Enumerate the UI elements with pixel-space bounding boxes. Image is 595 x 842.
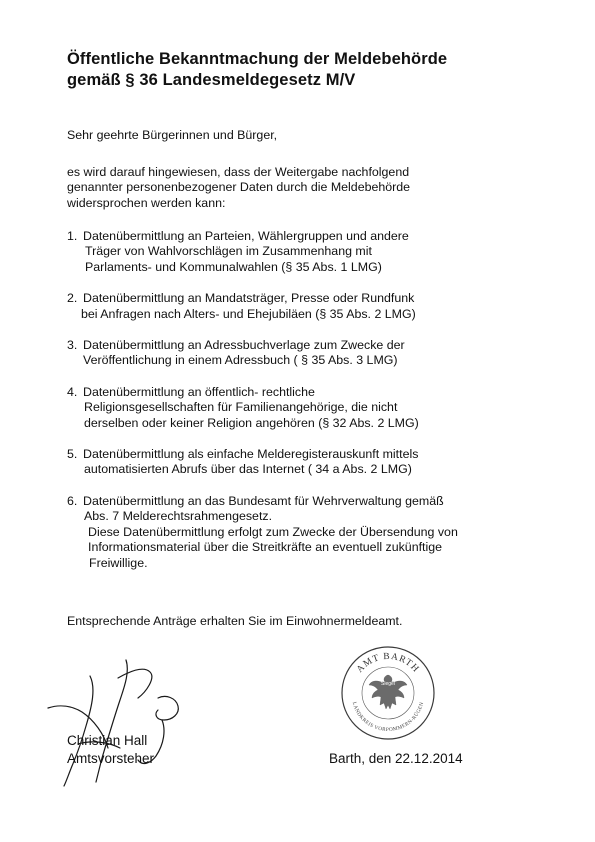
list-item-number: 1. bbox=[67, 229, 78, 243]
numbered-list bbox=[67, 229, 567, 587]
list-item bbox=[67, 385, 567, 431]
list-item-line: Datenübermittlung an Mandatsträger, Presse oder Rundfunk bbox=[83, 291, 415, 306]
list-item-line: Datenübermittlung an öffentlich- rechtliche bbox=[83, 384, 315, 399]
list-item-number: 5. bbox=[67, 447, 78, 462]
list-item-line: Träger von Wahlvorschlägen im Zusammenhang mit bbox=[85, 244, 372, 259]
svg-text:LANDKREIS VORPOMMERN-RÜGEN bbox=[351, 701, 425, 733]
list-item-line: Diese Datenübermittlung erfolgt zum Zwecke der Übersendung von bbox=[88, 524, 458, 539]
list-item-line: Datenübermittlung an das Bundesamt für Wehrverwaltung gemäß bbox=[83, 493, 444, 508]
list-item bbox=[67, 291, 567, 322]
intro-line: widersprochen werden kann: bbox=[67, 195, 226, 210]
salutation: Sehr geehrte Bürgerinnen und Bürger, bbox=[67, 128, 278, 142]
list-item bbox=[67, 494, 567, 571]
list-item-line: automatisierten Abrufs über das Internet ( 34 a Abs. 2 LMG) bbox=[84, 462, 412, 477]
official-seal-stamp bbox=[340, 645, 436, 741]
svg-text:AMT BARTH bbox=[355, 652, 421, 675]
list-item bbox=[67, 447, 567, 478]
list-item-number: 6. bbox=[67, 493, 78, 508]
list-item-line: Datenübermittlung an Adressbuchverlage zum Zwecke der bbox=[83, 338, 405, 353]
signatory-role: Amtsvorsteher bbox=[67, 751, 155, 766]
handwritten-signature bbox=[38, 648, 208, 788]
place-and-date: Barth, den 22.12.2014 bbox=[329, 751, 463, 766]
document-title bbox=[67, 49, 567, 91]
intro-line: genannter personenbezogener Daten durch die Meldebehörde bbox=[67, 180, 411, 195]
title-line-2: gemäß § 36 Landesmeldegesetz M/V bbox=[67, 71, 356, 89]
seal-text-top: AMT BARTH bbox=[355, 651, 421, 675]
list-item-line: Freiwillige. bbox=[89, 555, 148, 570]
list-item-line: Datenübermittlung an Parteien, Wählergruppen und andere bbox=[83, 229, 409, 243]
list-item-number: 3. bbox=[67, 338, 78, 353]
title-line-1: Öffentliche Bekanntmachung der Meldebehörde bbox=[67, 50, 448, 68]
list-item-number: 2. bbox=[67, 291, 78, 306]
list-item-line: Abs. 7 Melderechtsrahmengesetz. bbox=[84, 509, 273, 524]
list-item bbox=[67, 338, 567, 369]
list-item bbox=[67, 229, 567, 275]
closing-sentence: Entsprechende Anträge erhalten Sie im Einwohnermeldeamt. bbox=[67, 614, 403, 628]
list-item-line: Veröffentlichung in einem Adressbuch ( § 35 Abs. 3 LMG) bbox=[83, 353, 398, 368]
seal-text-center: Siegel bbox=[381, 681, 395, 687]
list-item-line: derselben oder keiner Religion angehören (§ 32 Abs. 2 LMG) bbox=[84, 415, 419, 430]
list-item-line: Datenübermittlung als einfache Melderegisterauskunft mittels bbox=[83, 447, 419, 462]
list-item-line: Religionsgesellschaften für Familienangehörige, die nicht bbox=[84, 400, 398, 415]
list-item-line: Parlaments- und Kommunalwahlen (§ 35 Abs. 1 LMG) bbox=[85, 259, 382, 274]
intro-paragraph bbox=[67, 165, 410, 211]
eagle-emblem-icon bbox=[369, 675, 407, 709]
list-item-number: 4. bbox=[67, 384, 78, 399]
intro-line: es wird darauf hingewiesen, dass der Weitergabe nachfolgend bbox=[67, 165, 410, 179]
seal-text-bottom: LANDKREIS VORPOMMERN-RÜGEN bbox=[350, 701, 426, 734]
list-item-line: bei Anfragen nach Alters- und Ehejubiläen (§ 35 Abs. 2 LMG) bbox=[81, 306, 416, 321]
list-item-line: Informationsmaterial über die Streitkräfte an eventuell zukünftige bbox=[88, 540, 443, 555]
signatory-name: Christian Hall bbox=[67, 733, 148, 748]
